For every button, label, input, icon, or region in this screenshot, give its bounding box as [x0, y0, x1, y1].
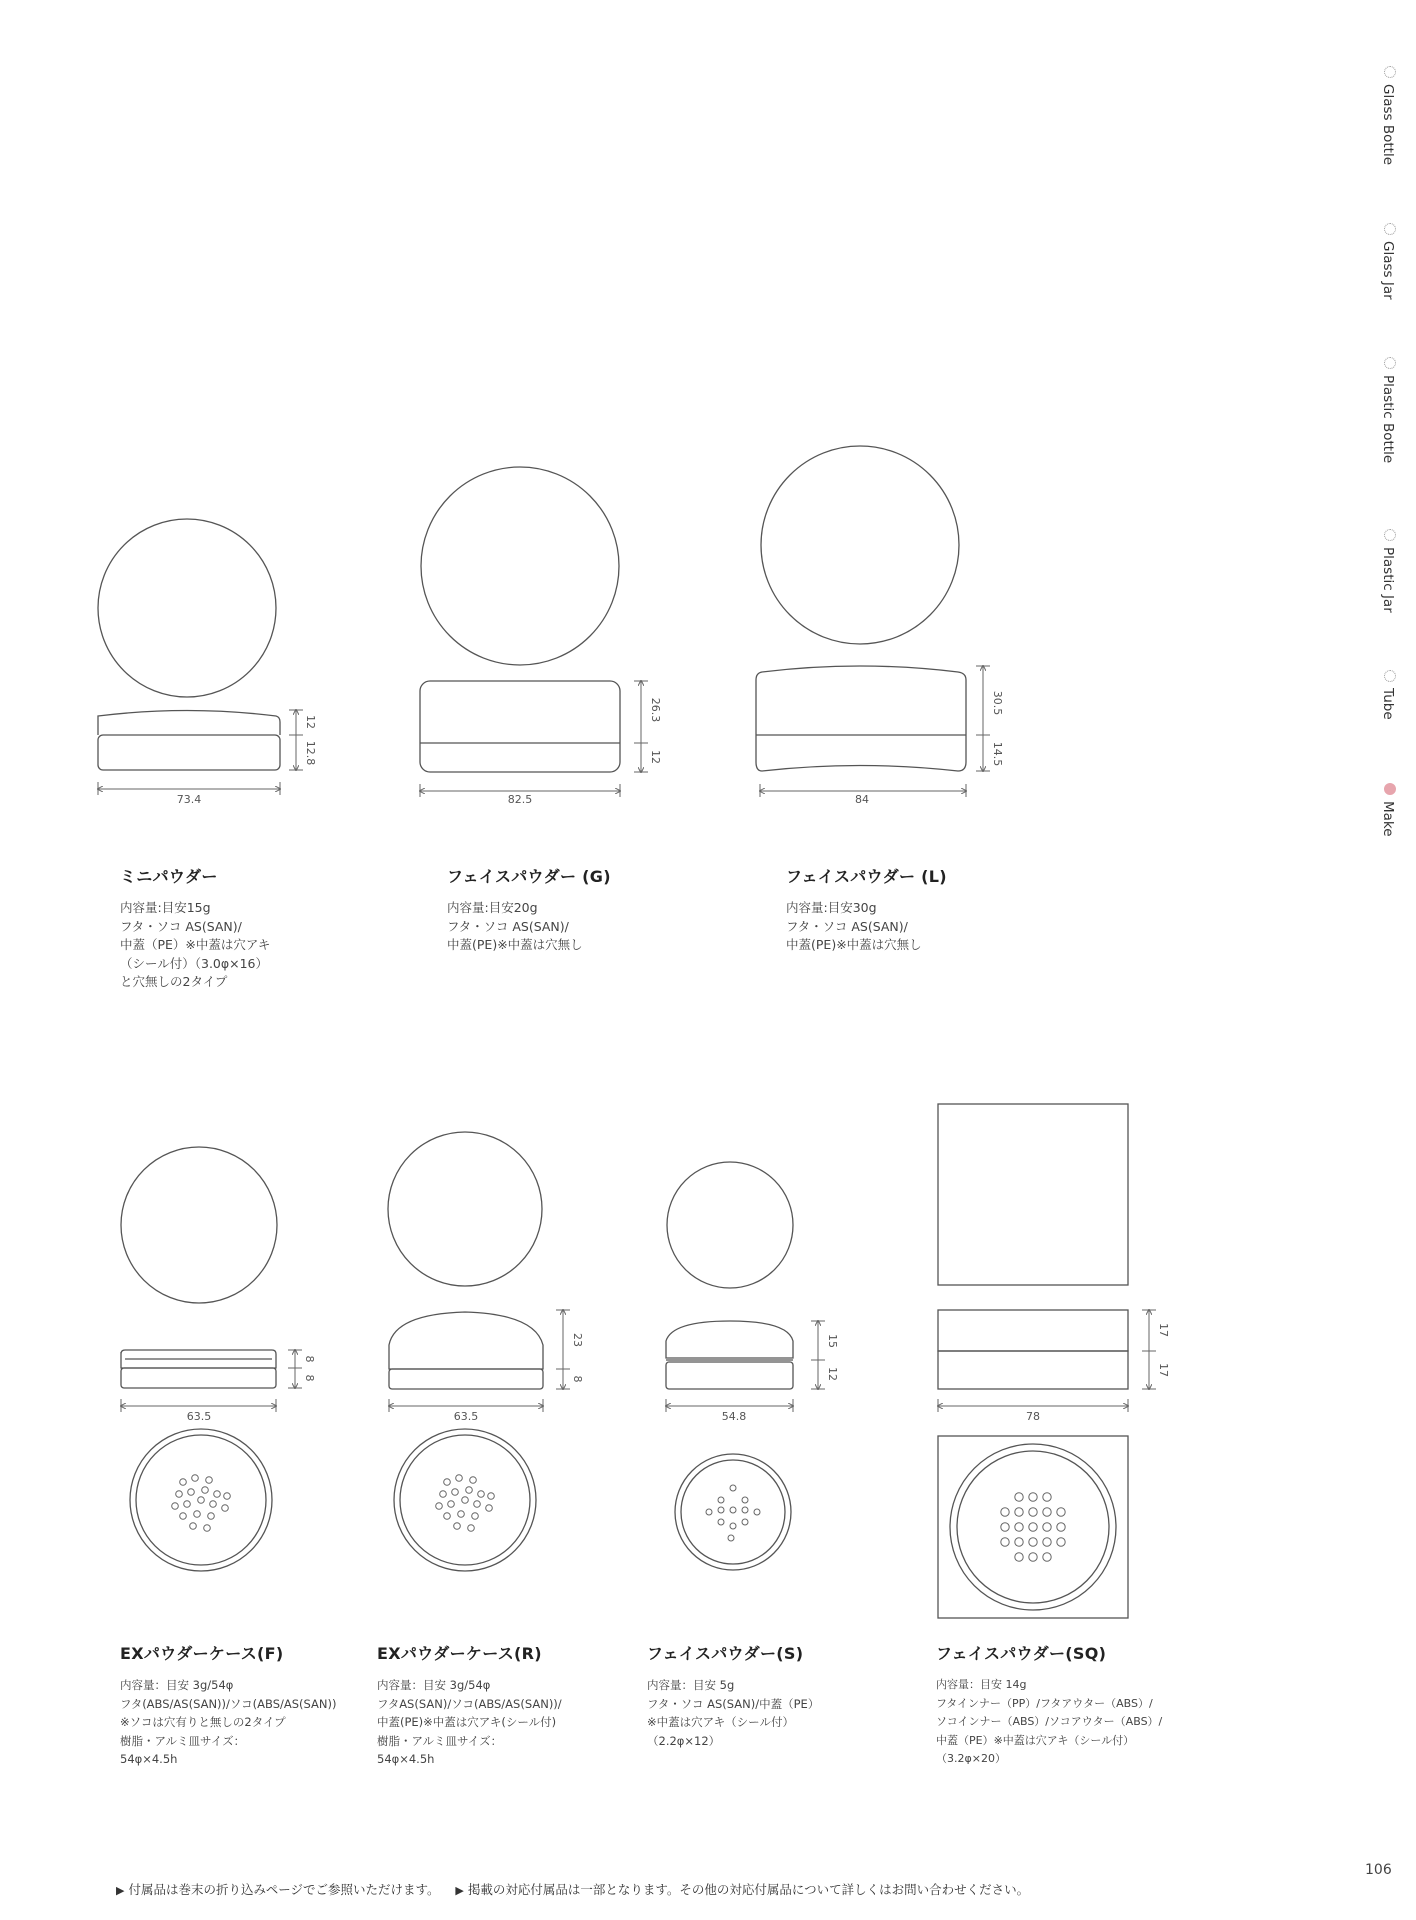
top-view-circle — [421, 467, 619, 665]
inner-lid-outer — [394, 1429, 536, 1571]
top-view-circle — [98, 519, 276, 697]
sift-hole — [718, 1519, 724, 1525]
sift-hole — [206, 1477, 213, 1484]
dot-icon — [1384, 66, 1396, 78]
sift-hole — [1001, 1508, 1009, 1516]
product-spec: 内容量:目安30g フタ・ソコ AS(SAN)/ 中蓋(PE)※中蓋は穴無し — [786, 900, 922, 952]
sift-hole — [1001, 1538, 1009, 1546]
sift-hole — [466, 1487, 473, 1494]
sift-hole — [194, 1511, 201, 1518]
sift-hole — [1001, 1523, 1009, 1531]
sift-hole — [1015, 1508, 1023, 1516]
sift-hole — [1029, 1523, 1037, 1531]
side-view-base — [98, 735, 280, 770]
sift-hole — [486, 1505, 493, 1512]
sift-holes — [172, 1475, 231, 1532]
sift-hole — [718, 1497, 724, 1503]
sift-hole — [742, 1519, 748, 1525]
upper-height-label: 23 — [571, 1333, 584, 1347]
sift-holes — [1001, 1493, 1065, 1561]
sift-hole — [214, 1491, 221, 1498]
sift-hole — [180, 1479, 187, 1486]
inner-lid-outer — [950, 1444, 1116, 1610]
top-view-circle — [121, 1147, 277, 1303]
lower-height-label: 17 — [1157, 1363, 1170, 1377]
sift-hole — [742, 1507, 748, 1513]
width-label: 78 — [1026, 1410, 1040, 1423]
side-view-lid — [98, 711, 280, 736]
inner-lid-inner — [400, 1435, 530, 1565]
upper-height-label: 15 — [826, 1334, 839, 1348]
sift-hole — [742, 1497, 748, 1503]
width-label: 63.5 — [186, 1410, 212, 1423]
sift-hole — [184, 1501, 191, 1508]
sift-hole — [444, 1479, 451, 1486]
sift-hole — [192, 1475, 199, 1482]
sift-hole — [1057, 1508, 1065, 1516]
side-view-lid — [389, 1312, 543, 1369]
side-view-body — [756, 666, 966, 771]
inner-lid-inner — [136, 1435, 266, 1565]
footer-note-2: 掲載の対応付属品は一部となります。その他の対応付属品について詳しくはお問い合わせください。 — [467, 1882, 1030, 1897]
lower-height-label: 8 — [303, 1374, 316, 1382]
product-face-powder-g — [447, 864, 611, 955]
sift-hole — [1029, 1538, 1037, 1546]
product-spec: 内容量:目安20g フタ・ソコ AS(SAN)/ 中蓋(PE)※中蓋は穴無し — [447, 900, 583, 952]
product-spec: 内容量：目安 3g/54φ フタ(ABS/AS(SAN))/ソコ(ABS/AS(SAN)) ※ソコは穴有りと無しの2タイプ 樹脂・アルミ皿サイズ： 54φ×4.5h — [120, 1678, 337, 1766]
sift-hole — [190, 1523, 197, 1530]
triangle-bullet-icon: ▶ — [455, 1884, 464, 1897]
drawing-ex-powder-case-r — [388, 1132, 584, 1571]
drawing-face-powder-l — [756, 446, 1004, 806]
side-view-lid — [938, 1310, 1128, 1351]
sift-holes — [436, 1475, 495, 1532]
sift-hole — [1015, 1523, 1023, 1531]
drawing-mini-powder — [98, 519, 317, 806]
page-number: 106 — [1365, 1862, 1392, 1878]
sift-hole — [478, 1491, 485, 1498]
sift-hole — [730, 1485, 736, 1491]
drawing-ex-powder-case-f — [121, 1147, 316, 1571]
triangle-bullet-icon: ▶ — [116, 1884, 125, 1897]
footer-note-1: 付属品は巻末の折り込みページでご参照いただけます。 — [128, 1882, 440, 1897]
dot-icon — [1384, 670, 1396, 682]
drawing-face-powder-g — [420, 467, 662, 806]
sift-hole — [222, 1505, 229, 1512]
product-spec: 内容量：目安 3g/54φ フタAS(SAN)/ソコ(ABS/AS(SAN))/ 中蓋(PE)※中蓋は穴アキ(シール付) 樹脂・アルミ皿サイズ： 54φ×4.5h — [377, 1678, 562, 1766]
sift-hole — [1029, 1553, 1037, 1561]
drawing-face-powder-s — [666, 1162, 839, 1570]
sift-hole — [754, 1509, 760, 1515]
sift-hole — [462, 1497, 469, 1504]
width-label: 82.5 — [507, 793, 533, 806]
top-view-square — [938, 1104, 1128, 1285]
sift-hole — [458, 1511, 465, 1518]
sift-hole — [176, 1491, 183, 1498]
product-face-powder-s — [647, 1641, 819, 1750]
upper-height-label: 30.5 — [991, 690, 1004, 716]
sift-hole — [454, 1523, 461, 1530]
dot-icon — [1384, 529, 1396, 541]
product-name: フェイスパウダー(S) — [647, 1644, 804, 1663]
sift-hole — [1015, 1538, 1023, 1546]
dot-icon — [1384, 223, 1396, 235]
sift-hole — [1029, 1508, 1037, 1516]
top-view-circle — [388, 1132, 542, 1286]
sift-hole — [1043, 1493, 1051, 1501]
sift-hole — [440, 1491, 447, 1498]
product-name: EXパウダーケース(R) — [377, 1644, 542, 1663]
lower-height-label: 8 — [571, 1375, 584, 1383]
sift-hole — [1015, 1493, 1023, 1501]
product-name: EXパウダーケース(F) — [120, 1644, 284, 1663]
sift-hole — [180, 1513, 187, 1520]
top-view-circle — [761, 446, 959, 644]
sift-hole — [470, 1477, 477, 1484]
product-ex-powder-case-f — [120, 1641, 337, 1769]
footer-notes — [116, 1880, 1029, 1898]
product-mini-powder — [120, 864, 270, 992]
sift-hole — [1043, 1508, 1051, 1516]
dot-icon — [1384, 783, 1396, 795]
sift-hole — [210, 1501, 217, 1508]
inner-lid-inner — [957, 1451, 1109, 1603]
nav-item-label: Plastic Jar — [1380, 547, 1396, 613]
sift-hole — [730, 1523, 736, 1529]
lower-height-label: 12.8 — [304, 740, 317, 766]
inner-lid-outer — [130, 1429, 272, 1571]
sift-hole — [188, 1489, 195, 1496]
side-view-base — [389, 1369, 543, 1389]
sift-hole — [468, 1525, 475, 1532]
width-label: 84 — [855, 793, 869, 806]
side-view-base — [666, 1362, 793, 1389]
side-view-body — [420, 681, 620, 772]
lower-height-label: 12 — [826, 1367, 839, 1381]
sift-hole — [204, 1525, 211, 1532]
sift-hole — [208, 1513, 215, 1520]
width-label: 63.5 — [453, 1410, 479, 1423]
inner-lid-inner — [681, 1460, 785, 1564]
upper-height-label: 12 — [304, 715, 317, 729]
sift-hole — [1015, 1553, 1023, 1561]
sift-hole — [1043, 1523, 1051, 1531]
sift-hole — [488, 1493, 495, 1500]
sift-hole — [456, 1475, 463, 1482]
sift-hole — [730, 1507, 736, 1513]
sift-hole — [452, 1489, 459, 1496]
lower-height-label: 14.5 — [991, 741, 1004, 767]
lower-height-label: 12 — [649, 750, 662, 764]
product-face-powder-l — [786, 864, 947, 955]
sift-hole — [1043, 1553, 1051, 1561]
sift-holes — [706, 1485, 760, 1541]
nav-item-label: Glass Jar — [1380, 241, 1396, 300]
sift-hole — [728, 1535, 734, 1541]
sift-hole — [202, 1487, 209, 1494]
side-view-base — [121, 1368, 276, 1388]
sift-hole — [444, 1513, 451, 1520]
product-ex-powder-case-r — [377, 1641, 562, 1769]
width-label: 73.4 — [176, 793, 202, 806]
sift-hole — [1029, 1493, 1037, 1501]
sift-hole — [718, 1507, 724, 1513]
product-name: ミニパウダー — [120, 867, 218, 886]
upper-height-label: 17 — [1157, 1323, 1170, 1337]
nav-item-label: Plastic Bottle — [1380, 375, 1396, 464]
nav-item-label: Make — [1380, 801, 1396, 837]
upper-height-label: 26.3 — [649, 697, 662, 723]
sift-hole — [706, 1509, 712, 1515]
product-name: フェイスパウダー (L) — [786, 867, 947, 886]
sift-hole — [1043, 1538, 1051, 1546]
sift-hole — [224, 1493, 231, 1500]
sift-hole — [474, 1501, 481, 1508]
sift-hole — [172, 1503, 179, 1510]
dot-icon — [1384, 357, 1396, 369]
nav-item-label: Glass Bottle — [1380, 84, 1396, 166]
sift-hole — [448, 1501, 455, 1508]
product-name: フェイスパウダー(SQ) — [936, 1644, 1107, 1663]
sift-hole — [198, 1497, 205, 1504]
drawing-face-powder-sq — [938, 1104, 1170, 1618]
top-view-circle — [667, 1162, 793, 1288]
sift-hole — [1057, 1538, 1065, 1546]
upper-height-label: 8 — [303, 1355, 316, 1363]
product-face-powder-sq — [936, 1641, 1162, 1769]
sift-hole — [1057, 1523, 1065, 1531]
inner-lid-outer — [675, 1454, 791, 1570]
product-spec: 内容量：目安 5g フタ・ソコ AS(SAN)/中蓋（PE） ※中蓋は穴アキ（シール付） （2.2φ×12） — [647, 1678, 820, 1748]
nav-item-label: Tube — [1380, 688, 1396, 720]
side-view-lid — [666, 1321, 793, 1358]
width-label: 54.8 — [721, 1410, 747, 1423]
sift-hole — [472, 1513, 479, 1520]
product-spec: 内容量:目安15g フタ・ソコ AS(SAN)/ 中蓋（PE）※中蓋は穴アキ （シール付）（3.0φ×16） と穴無しの2タイプ — [120, 900, 271, 989]
inner-lid-frame — [938, 1436, 1128, 1618]
product-spec: 内容量：目安 14g フタインナー（PP）/フタアウター（ABS）/ ソコインナー（ABS）/ソコアウター（ABS）/ 中蓋（PE）※中蓋は穴アキ（シール付） （3.2φ×20） — [936, 1678, 1163, 1765]
side-view-base — [938, 1351, 1128, 1389]
sift-hole — [436, 1503, 443, 1510]
product-name: フェイスパウダー (G) — [447, 867, 611, 886]
